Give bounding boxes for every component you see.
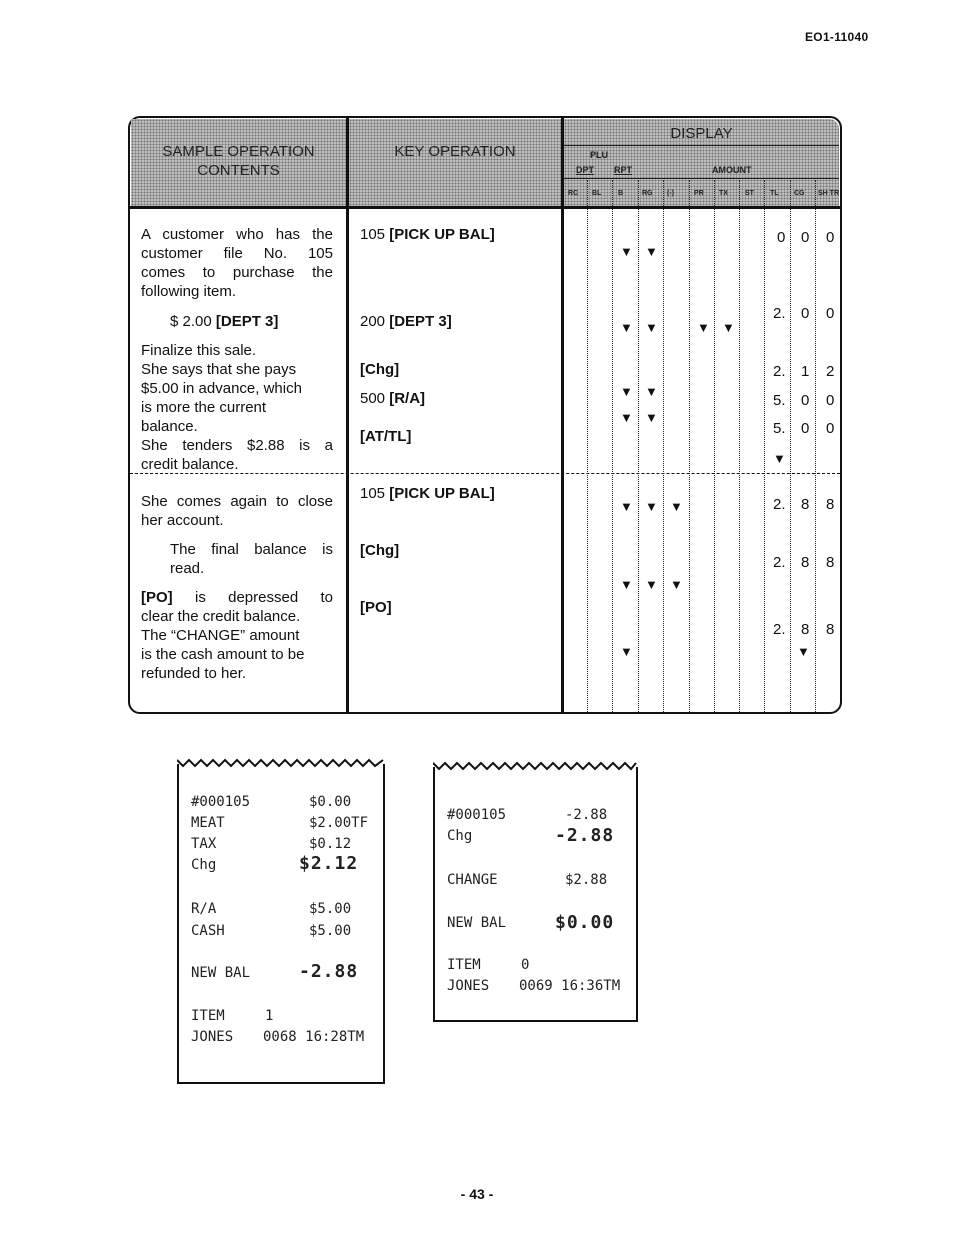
indicator-label: RG [642,190,653,197]
text-line: her account. [141,512,224,529]
section1-paragraph1 [141,225,333,301]
display-column-guide [587,209,588,712]
display-header-guide [663,180,664,206]
receipt-label: TAX [191,836,217,852]
display-digit: 8 [801,496,810,513]
po-key: [PO] [141,589,173,606]
receipt-label: NEW BAL [447,915,507,931]
display-digit: 0 [801,229,810,246]
key-pick-up-bal-2 [360,484,495,503]
display-digit: 2. [773,363,786,380]
display-header-guide [689,180,690,206]
indicator-label: (-) [667,190,674,197]
display-column-guide [612,209,613,712]
receipt-value: $5.00 [309,901,352,917]
display-header-guide [714,180,715,206]
receipt-value: $2.00TF [309,815,369,831]
display-digit: 0 [801,392,810,409]
indicator-label: CG [794,190,805,197]
key-label: [R/A] [389,390,426,407]
page-number: - 43 - [460,1186,494,1202]
text-line: The “CHANGE” amount [141,627,300,644]
display-subheader-rule [564,145,839,146]
header-sample-line1: SAMPLE OPERATION [162,143,315,160]
column-divider-1 [346,118,349,712]
display-header-guide [790,180,791,206]
text-line: following item. [141,283,237,300]
receipt-value: $5.00 [309,923,352,939]
key-label: [PO] [360,599,392,616]
display-header-guide [638,180,639,206]
indicator-triangle: ▼ [722,320,735,335]
key-label: [Chg] [360,542,400,559]
indicator-triangle: ▼ [620,644,633,659]
receipt-label: CHANGE [447,872,498,888]
receipt-label: ITEM [447,957,481,973]
indicator-triangle: ▼ [645,410,658,425]
text-line: The final balance is [170,541,333,558]
display-digit: 8 [826,554,835,571]
receipt-tear-edge [433,759,638,771]
receipt-label: MEAT [191,815,225,831]
receipt-label: CASH [191,923,225,939]
display-digit: 0 [826,420,835,437]
receipt-value: $0.00 [309,794,352,810]
key-dept3 [360,312,452,331]
display-digit: 0 [826,305,835,322]
text-line: is more the current [141,399,267,416]
text-fragment: is depressed to [172,589,333,606]
display-digit: 8 [801,621,810,638]
text-line: She says that she pays [141,361,297,378]
text-line: $5.00 in advance, which [141,380,302,397]
key-at-tl [360,427,411,446]
indicator-triangle: ▼ [620,384,633,399]
display-column-guide [790,209,791,712]
display-header-guide [612,180,613,206]
indicator-triangle: ▼ [645,577,658,592]
key-number: 105 [360,226,390,243]
receipt-value-large: $2.12 [299,853,359,874]
indicator-label: ST [745,190,754,197]
receipt-value: $0.12 [309,836,352,852]
column-divider-2 [561,118,564,712]
key-chg-2 [360,541,399,560]
display-digit: 0 [826,392,835,409]
header-key-operation-label: KEY OPERATION [394,143,516,160]
header-display-label: DISPLAY [670,125,733,142]
receipt-value-large: -2.88 [299,961,359,982]
display-digit: 2. [773,554,786,571]
display-header-guide [587,180,588,206]
header-bottom-rule [130,206,840,209]
key-label: [Chg] [360,361,400,378]
indicator-triangle: ▼ [645,320,658,335]
key-label: [PICK UP BAL] [389,485,495,502]
section1-item [170,312,278,331]
section1-paragraph2 [141,341,333,474]
text-line: read. [170,560,205,577]
receipt-label: Chg [191,857,217,873]
display-digit: 5. [773,392,786,409]
display-digit: 2. [773,305,786,322]
indicator-triangle: ▼ [620,320,633,335]
receipt-label: JONES [447,978,490,994]
display-subheader-rule-2 [564,178,839,179]
indicator-label: RC [568,190,579,197]
receipt-label: #000105 [191,794,251,810]
receipt-value: 0068 16:28TM [263,1029,365,1045]
display-header-guide [739,180,740,206]
receipt-value: 0 [521,957,530,973]
text-line-po [141,588,333,607]
indicator-triangle: ▼ [773,451,786,466]
document-number: EO1-11040 [805,30,869,44]
display-column-guide [764,209,765,712]
indicator-label: PR [694,190,704,197]
indicator-triangle: ▼ [620,577,633,592]
display-header-guide [815,180,816,206]
key-number: 500 [360,390,390,407]
display-header-guide [764,180,765,206]
display-digit: 8 [826,496,835,513]
text-line: She tenders $2.88 is a [141,437,333,454]
indicator-label: B [618,190,624,197]
header-key-operation [349,119,561,207]
text-line: comes to purchase the [141,264,333,281]
text-line: clear the credit balance. [141,608,301,625]
header-sample-line2: CONTENTS [197,162,280,179]
text-line: She comes again to close [141,493,333,510]
receipt-value: $2.88 [565,872,608,888]
receipt-label: R/A [191,901,217,917]
key-number: 200 [360,313,390,330]
indicator-triangle: ▼ [670,577,683,592]
display-digit: 2. [773,496,786,513]
section2-paragraph3 [141,588,333,683]
indicator-triangle: ▼ [620,244,633,259]
display-column-guide [714,209,715,712]
indicator-triangle: ▼ [645,244,658,259]
indicator-triangle: ▼ [645,384,658,399]
indicator-label: SH TR [818,190,839,197]
key-pick-up-bal-1 [360,225,495,244]
indicator-label: TL [770,190,779,197]
receipt-label: NEW BAL [191,965,251,981]
display-column-guide [739,209,740,712]
section2-paragraph1 [141,492,333,530]
indicator-label: BL [592,190,602,197]
text-line: credit balance. [141,456,239,473]
header-rpt: RPT [614,165,632,175]
receipt-tear-edge [177,756,385,768]
display-digit: 0 [777,229,786,246]
indicator-triangle: ▼ [620,499,633,514]
text-line: A customer who has the [141,226,333,243]
key-label: [PICK UP BAL] [389,226,495,243]
display-digit: 2 [826,363,835,380]
text-line: customer file No. 105 [141,245,333,262]
indicator-triangle: ▼ [797,644,810,659]
header-amount: AMOUNT [712,165,752,175]
display-digit: 2. [773,621,786,638]
indicator-label: TX [719,190,728,197]
text-line: is the cash amount to be [141,646,305,663]
receipt-1 [177,764,385,1084]
display-column-guide [638,209,639,712]
key-po [360,598,392,617]
indicator-triangle: ▼ [697,320,710,335]
display-digit: 8 [826,621,835,638]
item-key: [DEPT 3] [215,313,279,330]
key-chg-1 [360,360,399,379]
display-digit: 0 [801,420,810,437]
display-column-guide [689,209,690,712]
indicator-labels-row [564,190,839,204]
receipt-value: -2.88 [565,807,608,823]
display-digit: 0 [826,229,835,246]
display-digit: 8 [801,554,810,571]
key-label: [AT/TL] [360,428,412,445]
indicator-triangle: ▼ [670,499,683,514]
item-amount: $ 2.00 [170,313,216,330]
indicator-triangle: ▼ [620,410,633,425]
receipt-label: JONES [191,1029,234,1045]
key-label: [DEPT 3] [389,313,452,330]
indicator-triangle: ▼ [645,499,658,514]
display-digit: 0 [801,305,810,322]
display-column-guide [815,209,816,712]
text-line: balance. [141,418,198,435]
receipt-label: ITEM [191,1008,225,1024]
display-column-guide [663,209,664,712]
receipt-value: 0069 16:36TM [519,978,621,994]
receipt-label: Chg [447,828,473,844]
section2-paragraph2 [170,540,333,578]
text-line: Finalize this sale. [141,342,257,359]
receipt-value-large: $0.00 [555,912,615,933]
header-plu: PLU [590,150,608,160]
key-ra [360,389,425,408]
receipt-label: #000105 [447,807,507,823]
header-dept: DPT [576,165,594,175]
receipt-value-large: -2.88 [555,825,615,846]
key-number: 105 [360,485,390,502]
text-line: refunded to her. [141,665,247,682]
receipt-value: 1 [265,1008,274,1024]
receipt-2 [433,767,638,1022]
display-digit: 5. [773,420,786,437]
display-digit: 1 [801,363,810,380]
